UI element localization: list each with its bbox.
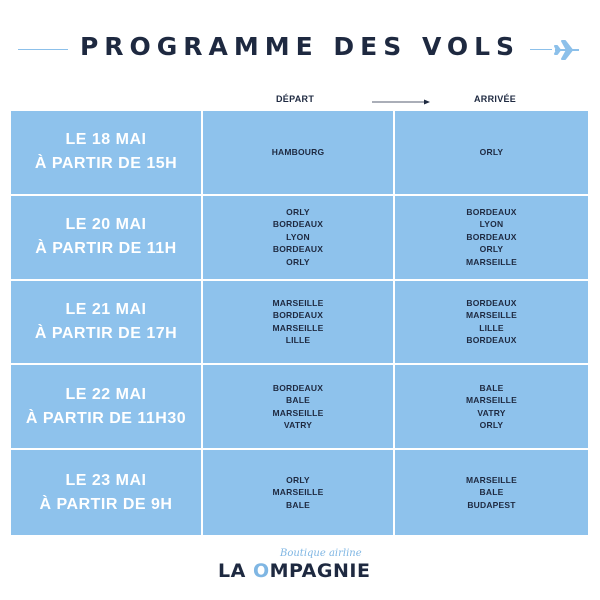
arrival-city: ORLY	[479, 147, 504, 158]
departure-city: ORLY	[286, 474, 310, 485]
arrival-cell	[395, 196, 588, 279]
departure-time: À PARTIR DE 11H	[35, 240, 177, 258]
date-label	[35, 298, 177, 346]
date-cell	[11, 365, 201, 448]
departure-time: À PARTIR DE 11H30	[25, 409, 187, 427]
title-rule-right	[530, 49, 552, 50]
departure-city: ORLY	[286, 256, 310, 267]
arrival-city: LYON	[479, 219, 504, 230]
arrival-city: BORDEAUX	[466, 206, 517, 217]
city-list	[273, 474, 324, 512]
departure-city: MARSEILLE	[272, 297, 324, 308]
departure-time: À PARTIR DE 15H	[34, 155, 178, 173]
departure-city: BALE	[286, 395, 310, 406]
arrival-city: BORDEAUX	[466, 231, 517, 242]
date-cell	[11, 450, 201, 535]
arrival-city: BORDEAUX	[466, 297, 517, 308]
departure-city: VATRY	[283, 420, 313, 431]
arrival-city: VATRY	[477, 407, 506, 418]
departure-city: BORDEAUX	[272, 244, 324, 255]
flight-date: LE 22 MAI	[65, 385, 147, 403]
page-title: PROGRAMME DES VOLS	[79, 32, 521, 61]
date-cell	[11, 111, 201, 194]
city-list	[466, 297, 517, 347]
arrival-cell	[395, 111, 588, 194]
date-label	[35, 128, 177, 176]
brand-tagline: Boutique airline	[280, 548, 362, 559]
arrival-city: BUDAPEST	[467, 499, 516, 510]
arrival-city: ORLY	[479, 244, 504, 255]
departure-cell	[203, 111, 393, 194]
brand-name: LA OMPAGNIE	[218, 560, 371, 582]
arrival-city: LILLE	[479, 322, 504, 333]
city-list	[480, 146, 504, 159]
column-header-depart: DÉPART	[276, 94, 315, 104]
arrival-city: MARSEILLE	[466, 474, 517, 485]
city-list	[466, 206, 517, 269]
date-label	[35, 213, 176, 261]
flight-schedule-table	[11, 111, 588, 535]
departure-time: À PARTIR DE 17H	[34, 324, 178, 342]
header	[0, 28, 600, 72]
city-list	[272, 146, 325, 159]
flight-date: LE 20 MAI	[65, 216, 147, 234]
arrival-city: MARSEILLE	[466, 310, 517, 321]
arrival-city: BALE	[479, 382, 504, 393]
departure-city: BORDEAUX	[272, 382, 324, 393]
arrival-cell	[395, 365, 588, 448]
departure-city: ORLY	[286, 206, 310, 217]
departure-cell	[203, 450, 393, 535]
arrival-cell	[395, 281, 588, 364]
departure-city: BALE	[286, 499, 310, 510]
arrival-cell	[395, 450, 588, 535]
arrival-city: ORLY	[479, 420, 504, 431]
city-list	[273, 206, 323, 269]
city-list	[273, 297, 324, 347]
date-label	[40, 469, 173, 517]
column-header-arrivee: ARRIVÉE	[474, 94, 517, 104]
departure-city: LYON	[286, 231, 310, 242]
departure-city: HAMBOURG	[271, 147, 325, 158]
date-cell	[11, 281, 201, 364]
brand-o-mark: O	[252, 560, 270, 582]
airplane-icon	[553, 38, 581, 62]
date-label	[26, 383, 186, 431]
departure-time: À PARTIR DE 9H	[39, 495, 173, 513]
arrival-city: MARSEILLE	[466, 256, 517, 267]
departure-cell	[203, 196, 393, 279]
departure-cell	[203, 281, 393, 364]
departure-city: BORDEAUX	[272, 219, 324, 230]
arrival-city: BALE	[479, 487, 504, 498]
flight-date: LE 21 MAI	[65, 300, 147, 318]
departure-cell	[203, 365, 393, 448]
city-list	[466, 382, 517, 432]
departure-city: MARSEILLE	[272, 322, 324, 333]
brand-logo	[200, 548, 400, 588]
date-cell	[11, 196, 201, 279]
flight-date: LE 18 MAI	[65, 131, 147, 149]
departure-city: MARSEILLE	[272, 487, 324, 498]
departure-city: BORDEAUX	[272, 310, 324, 321]
city-list	[273, 382, 324, 432]
arrival-city: MARSEILLE	[466, 395, 517, 406]
flight-date: LE 23 MAI	[65, 471, 147, 489]
departure-city: MARSEILLE	[272, 407, 324, 418]
arrow-right-icon	[372, 99, 430, 105]
arrival-city: BORDEAUX	[466, 335, 517, 346]
departure-city: LILLE	[285, 335, 311, 346]
city-list	[466, 474, 517, 512]
